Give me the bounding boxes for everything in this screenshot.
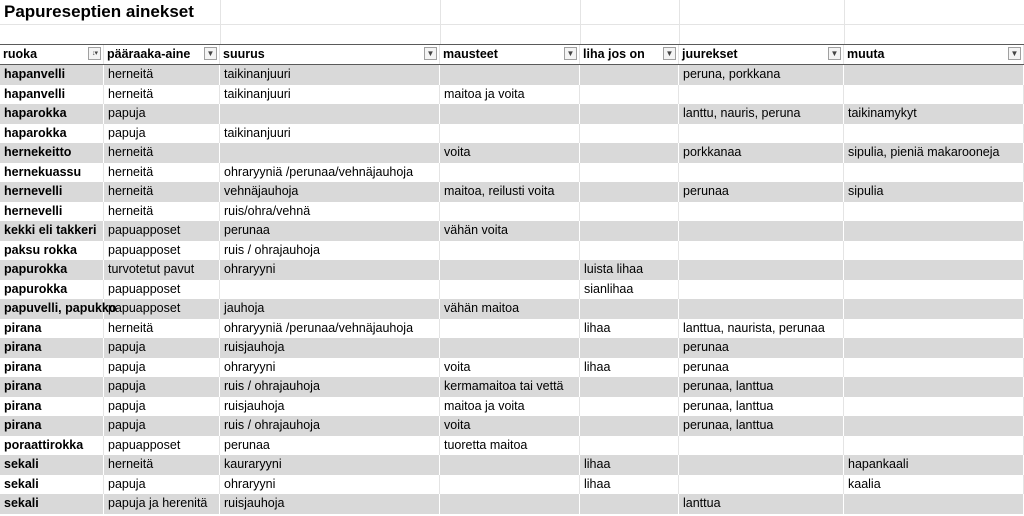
table-row[interactable] (0, 338, 1024, 358)
column-header-label: suurus (223, 47, 265, 61)
table-cell[interactable]: pirana (0, 377, 104, 397)
table-cell[interactable]: herneitä (104, 65, 220, 85)
column-header-label: juurekset (682, 47, 738, 61)
table-row[interactable] (0, 182, 1024, 202)
blank-row[interactable] (0, 25, 1024, 45)
table-cell[interactable]: perunaa, lanttua (679, 416, 844, 436)
table-cell[interactable] (679, 163, 844, 183)
table-cell[interactable]: hapanvelli (0, 65, 104, 85)
table-cell[interactable]: ohraryyni (220, 475, 440, 495)
table-cell[interactable] (679, 436, 844, 456)
table-cell[interactable] (679, 455, 844, 475)
table-cell[interactable]: peruna, porkkana (679, 65, 844, 85)
table-cell[interactable] (440, 260, 580, 280)
table-cell[interactable]: herneitä (104, 143, 220, 163)
table-cell[interactable] (440, 241, 580, 261)
table-cell[interactable]: papurokka (0, 260, 104, 280)
table-row[interactable] (0, 260, 1024, 280)
table-cell[interactable] (440, 104, 580, 124)
table-cell[interactable]: herneitä (104, 182, 220, 202)
table-cell[interactable]: kaalia (844, 475, 1024, 495)
table-cell[interactable]: porkkanaa (679, 143, 844, 163)
table-cell[interactable]: ohraryyniä /perunaa/vehnäjauhoja (220, 319, 440, 339)
table-cell[interactable]: papuapposet (104, 280, 220, 300)
table-cell[interactable] (844, 221, 1024, 241)
table-cell[interactable]: perunaa (679, 358, 844, 378)
table-cell[interactable]: voita (440, 143, 580, 163)
table-cell[interactable]: hernekuassu (0, 163, 104, 183)
table-cell[interactable]: sekali (0, 455, 104, 475)
column-header[interactable] (104, 45, 220, 64)
table-cell[interactable]: taikinanjuuri (220, 124, 440, 144)
table-cell[interactable]: ruis / ohrajauhoja (220, 416, 440, 436)
column-header-label: pääraaka-aine (107, 47, 191, 61)
table-cell[interactable] (440, 202, 580, 222)
table-cell[interactable]: perunaa, lanttua (679, 377, 844, 397)
table-cell[interactable] (844, 85, 1024, 105)
table-cell[interactable]: haparokka (0, 124, 104, 144)
column-header-label: muuta (847, 47, 885, 61)
table-cell[interactable] (844, 416, 1024, 436)
table-cell[interactable]: kekki eli takkeri (0, 221, 104, 241)
table-cell[interactable]: sipulia (844, 182, 1024, 202)
table-cell[interactable]: ruisjauhoja (220, 494, 440, 514)
table-cell[interactable]: ohraryyni (220, 358, 440, 378)
table-cell[interactable] (580, 182, 679, 202)
table-cell[interactable] (679, 124, 844, 144)
table-cell[interactable] (440, 319, 580, 339)
table-row[interactable] (0, 494, 1024, 514)
table-cell[interactable] (580, 124, 679, 144)
table-cell[interactable] (580, 338, 679, 358)
table-cell[interactable]: papuapposet (104, 436, 220, 456)
table-row[interactable] (0, 436, 1024, 456)
table-cell[interactable]: maitoa, reilusti voita (440, 182, 580, 202)
table-cell[interactable]: ruisjauhoja (220, 397, 440, 417)
column-header[interactable] (0, 45, 104, 64)
table-row[interactable] (0, 475, 1024, 495)
table-cell[interactable]: lanttu, nauris, peruna (679, 104, 844, 124)
table-cell[interactable]: pirana (0, 319, 104, 339)
table-row[interactable] (0, 416, 1024, 436)
table-cell[interactable]: paksu rokka (0, 241, 104, 261)
column-header[interactable] (220, 45, 440, 64)
table-cell[interactable]: sipulia, pieniä makarooneja (844, 143, 1024, 163)
column-header-label: liha jos on (583, 47, 645, 61)
table-cell[interactable]: taikinamykyt (844, 104, 1024, 124)
table-cell[interactable]: taikinanjuuri (220, 85, 440, 105)
table-cell[interactable] (679, 475, 844, 495)
table-cell[interactable] (844, 299, 1024, 319)
table-cell[interactable] (679, 202, 844, 222)
table-cell[interactable] (440, 475, 580, 495)
table-row[interactable] (0, 358, 1024, 378)
table-row[interactable] (0, 280, 1024, 300)
table-cell[interactable]: ruis / ohrajauhoja (220, 241, 440, 261)
table-cell[interactable]: herneitä (104, 163, 220, 183)
table-row[interactable] (0, 124, 1024, 144)
table-cell[interactable]: herneitä (104, 319, 220, 339)
table-cell[interactable]: ohraryyni (220, 260, 440, 280)
table-cell[interactable]: vehnäjauhoja (220, 182, 440, 202)
table-cell[interactable]: luista lihaa (580, 260, 679, 280)
filter-dropdown-icon[interactable]: ▼ (204, 47, 217, 60)
table-cell[interactable] (220, 280, 440, 300)
table-cell[interactable]: lanttua, naurista, perunaa (679, 319, 844, 339)
table-cell[interactable] (580, 85, 679, 105)
table-cell[interactable] (679, 241, 844, 261)
table-row[interactable] (0, 455, 1024, 475)
table-row[interactable] (0, 377, 1024, 397)
table-cell[interactable]: jauhoja (220, 299, 440, 319)
table-cell[interactable]: kermamaitoa tai vettä (440, 377, 580, 397)
table-cell[interactable] (440, 163, 580, 183)
table-cell[interactable] (580, 65, 679, 85)
table-row[interactable] (0, 319, 1024, 339)
filter-dropdown-icon[interactable]: ▼ (663, 47, 676, 60)
table-cell[interactable] (580, 241, 679, 261)
table-cell[interactable]: hernekeitto (0, 143, 104, 163)
column-header-label: ruoka (3, 47, 38, 61)
table-cell[interactable]: papuvelli, papukko (0, 299, 104, 319)
table-cell[interactable]: maitoa ja voita (440, 397, 580, 417)
table-cell[interactable] (844, 65, 1024, 85)
table-cell[interactable]: ohraryyniä /perunaa/vehnäjauhoja (220, 163, 440, 183)
table-cell[interactable]: papuapposet (104, 221, 220, 241)
table-cell[interactable] (844, 124, 1024, 144)
table-cell[interactable] (580, 221, 679, 241)
table-cell[interactable]: pirana (0, 358, 104, 378)
table-cell[interactable]: tuoretta maitoa (440, 436, 580, 456)
table-cell[interactable]: papuja (104, 358, 220, 378)
table-row[interactable] (0, 299, 1024, 319)
table-cell[interactable]: haparokka (0, 104, 104, 124)
table-cell[interactable] (844, 436, 1024, 456)
table-cell[interactable]: vähän voita (440, 221, 580, 241)
table-cell[interactable]: papuja (104, 124, 220, 144)
table-cell[interactable] (844, 397, 1024, 417)
table-cell[interactable] (580, 163, 679, 183)
table-cell[interactable] (440, 338, 580, 358)
table-cell[interactable]: vähän maitoa (440, 299, 580, 319)
table-row[interactable] (0, 241, 1024, 261)
table-cell[interactable] (580, 397, 679, 417)
table-cell[interactable]: lanttua (679, 494, 844, 514)
table-row[interactable] (0, 65, 1024, 85)
table-cell[interactable] (844, 241, 1024, 261)
table-cell[interactable]: perunaa (679, 338, 844, 358)
table-cell[interactable]: sekali (0, 494, 104, 514)
table-cell[interactable] (844, 202, 1024, 222)
table-cell[interactable]: voita (440, 416, 580, 436)
title-row (0, 0, 1024, 25)
table-cell[interactable]: papuja (104, 397, 220, 417)
table-cell[interactable]: herneitä (104, 455, 220, 475)
table-cell[interactable]: papuja (104, 475, 220, 495)
table-cell[interactable] (844, 494, 1024, 514)
table-cell[interactable] (220, 143, 440, 163)
table-header (0, 45, 1024, 65)
table-cell[interactable]: kauraryyni (220, 455, 440, 475)
column-header-label: mausteet (443, 47, 498, 61)
table-cell[interactable]: hernevelli (0, 202, 104, 222)
column-header[interactable] (679, 45, 844, 64)
table-cell[interactable]: herneitä (104, 85, 220, 105)
table-cell[interactable] (844, 260, 1024, 280)
table-cell[interactable] (844, 358, 1024, 378)
table-cell[interactable]: ruis / ohrajauhoja (220, 377, 440, 397)
filter-dropdown-icon[interactable]: ▼ (424, 47, 437, 60)
table-row[interactable] (0, 202, 1024, 222)
table-row[interactable] (0, 104, 1024, 124)
table-cell[interactable] (580, 377, 679, 397)
table-cell[interactable] (220, 104, 440, 124)
sheet-title[interactable]: Papureseptien ainekset (4, 2, 194, 21)
table-cell[interactable]: hapanvelli (0, 85, 104, 105)
column-header[interactable] (844, 45, 1024, 64)
table-cell[interactable] (844, 377, 1024, 397)
table-cell[interactable] (679, 280, 844, 300)
column-header[interactable] (440, 45, 580, 64)
table-cell[interactable]: papuja (104, 416, 220, 436)
table-cell[interactable] (844, 163, 1024, 183)
table-cell[interactable]: lihaa (580, 455, 679, 475)
table-cell[interactable]: maitoa ja voita (440, 85, 580, 105)
table-cell[interactable] (679, 260, 844, 280)
table-row[interactable] (0, 397, 1024, 417)
table-cell[interactable]: papuja (104, 338, 220, 358)
table-cell[interactable]: taikinanjuuri (220, 65, 440, 85)
table-cell[interactable]: papuja (104, 377, 220, 397)
table-cell[interactable] (440, 124, 580, 144)
table-cell[interactable] (440, 494, 580, 514)
table-cell[interactable]: papuapposet (104, 241, 220, 261)
table-cell[interactable]: sianlihaa (580, 280, 679, 300)
table-cell[interactable]: perunaa (679, 182, 844, 202)
table-cell[interactable]: papuapposet (104, 299, 220, 319)
table-cell[interactable]: papurokka (0, 280, 104, 300)
table-cell[interactable] (580, 416, 679, 436)
table-cell[interactable]: lihaa (580, 319, 679, 339)
table-row[interactable] (0, 143, 1024, 163)
table-cell[interactable] (679, 299, 844, 319)
table-cell[interactable] (844, 338, 1024, 358)
table-cell[interactable]: hernevelli (0, 182, 104, 202)
table-cell[interactable]: perunaa, lanttua (679, 397, 844, 417)
table-cell[interactable]: poraattirokka (0, 436, 104, 456)
table-cell[interactable]: ruis/ohra/vehnä (220, 202, 440, 222)
filter-dropdown-icon[interactable]: ▼ (564, 47, 577, 60)
table-cell[interactable] (844, 319, 1024, 339)
table-cell[interactable] (679, 85, 844, 105)
table-cell[interactable] (580, 143, 679, 163)
table-cell[interactable]: turvotetut pavut (104, 260, 220, 280)
table-cell[interactable]: pirana (0, 338, 104, 358)
table-cell[interactable]: perunaa (220, 221, 440, 241)
table-cell[interactable]: sekali (0, 475, 104, 495)
table-row[interactable] (0, 85, 1024, 105)
table-row[interactable] (0, 163, 1024, 183)
table-cell[interactable]: pirana (0, 416, 104, 436)
table-cell[interactable]: papuja ja herenitä (104, 494, 220, 514)
table-cell[interactable]: voita (440, 358, 580, 378)
table-cell[interactable] (580, 494, 679, 514)
filter-dropdown-icon[interactable]: ▼ (1008, 47, 1021, 60)
table-cell[interactable]: ruisjauhoja (220, 338, 440, 358)
table-row[interactable] (0, 221, 1024, 241)
table-cell[interactable]: papuja (104, 104, 220, 124)
table-cell[interactable] (679, 221, 844, 241)
filter-dropdown-icon[interactable]: ▼ (828, 47, 841, 60)
table-cell[interactable]: pirana (0, 397, 104, 417)
table-cell[interactable]: perunaa (220, 436, 440, 456)
column-header[interactable] (580, 45, 679, 64)
table-cell[interactable] (580, 299, 679, 319)
table-cell[interactable]: hapankaali (844, 455, 1024, 475)
table-cell[interactable]: lihaa (580, 358, 679, 378)
table-cell[interactable] (440, 65, 580, 85)
table-cell[interactable] (580, 436, 679, 456)
sort-filter-icon[interactable]: ↓▾ (88, 47, 101, 60)
table-cell[interactable] (440, 280, 580, 300)
table-cell[interactable] (440, 455, 580, 475)
table-cell[interactable] (844, 280, 1024, 300)
table-cell[interactable] (580, 202, 679, 222)
table-cell[interactable]: lihaa (580, 475, 679, 495)
table-cell[interactable] (580, 104, 679, 124)
table-cell[interactable]: herneitä (104, 202, 220, 222)
